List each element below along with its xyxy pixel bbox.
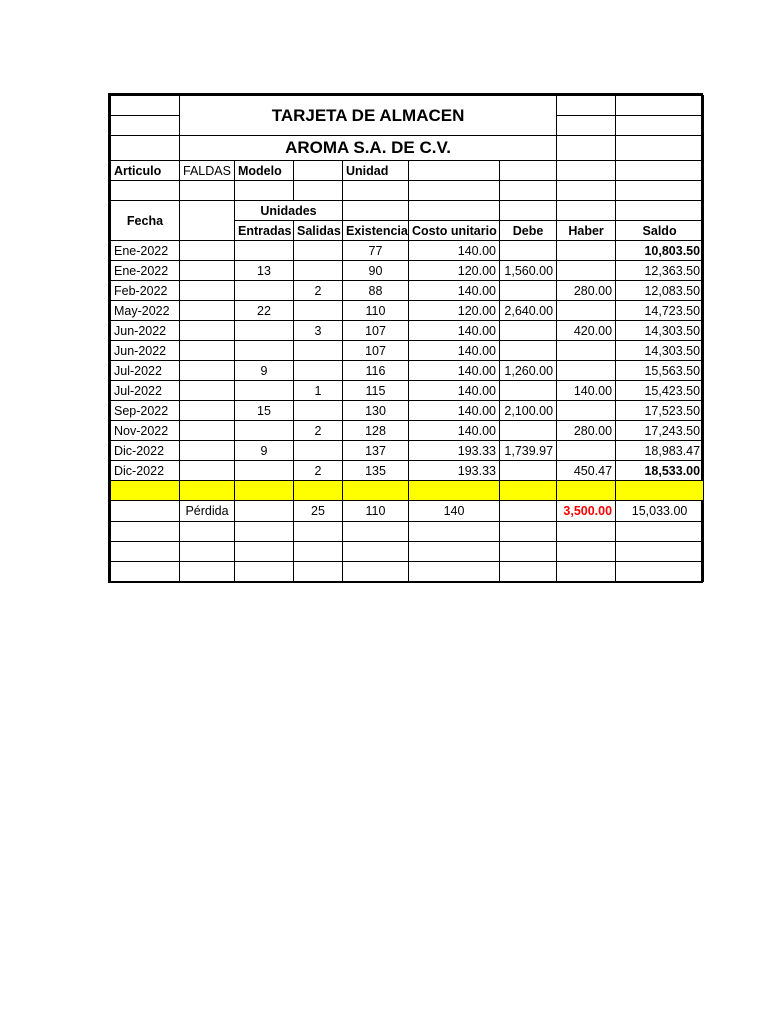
existencia-cell[interactable]: 115 — [343, 381, 409, 401]
cell[interactable] — [294, 522, 343, 542]
salidas-cell[interactable]: 3 — [294, 321, 343, 341]
cell[interactable] — [111, 481, 180, 501]
cell[interactable] — [111, 136, 180, 161]
entradas-cell[interactable] — [235, 281, 294, 301]
cell[interactable] — [616, 161, 704, 181]
table-row — [111, 281, 704, 301]
saldo-cell[interactable]: 14,723.50 — [616, 301, 704, 321]
cell[interactable] — [111, 181, 180, 201]
cell[interactable] — [180, 421, 235, 441]
haber-cell[interactable]: 420.00 — [557, 321, 616, 341]
cell[interactable] — [180, 481, 235, 501]
cell[interactable] — [616, 136, 704, 161]
table-row — [111, 381, 704, 401]
haber-cell[interactable] — [557, 401, 616, 421]
costo-cell[interactable]: 140.00 — [409, 321, 500, 341]
cell[interactable] — [616, 201, 704, 221]
existencia-cell[interactable]: 107 — [343, 321, 409, 341]
haber-cell[interactable] — [557, 361, 616, 381]
salidas-cell[interactable]: 2 — [294, 281, 343, 301]
table-row — [111, 361, 704, 381]
cell[interactable] — [616, 181, 704, 201]
saldo-cell[interactable]: 17,243.50 — [616, 421, 704, 441]
cell[interactable] — [500, 562, 557, 582]
articulo-value[interactable]: FALDAS — [180, 161, 235, 181]
saldo-header: Saldo — [616, 221, 704, 241]
perdida-salidas[interactable]: 25 — [294, 501, 343, 522]
cell[interactable] — [557, 161, 616, 181]
existencia-header: Existencia — [343, 221, 409, 241]
costo-cell[interactable]: 140.00 — [409, 241, 500, 261]
debe-cell[interactable] — [500, 341, 557, 361]
existencia-cell[interactable]: 90 — [343, 261, 409, 281]
debe-cell[interactable]: 2,640.00 — [500, 301, 557, 321]
cell[interactable] — [180, 241, 235, 261]
saldo-cell[interactable]: 14,303.50 — [616, 321, 704, 341]
cell[interactable] — [111, 542, 180, 562]
haber-cell[interactable] — [557, 301, 616, 321]
existencia-cell[interactable]: 128 — [343, 421, 409, 441]
cell[interactable] — [343, 522, 409, 542]
perdida-costo[interactable]: 140 — [409, 501, 500, 522]
perdida-haber[interactable]: 3,500.00 — [557, 501, 616, 522]
cell[interactable] — [235, 522, 294, 542]
entradas-cell[interactable]: 22 — [235, 301, 294, 321]
fecha-cell[interactable]: Jun-2022 — [111, 341, 180, 361]
cell[interactable] — [294, 562, 343, 582]
perdida-existencia[interactable]: 110 — [343, 501, 409, 522]
modelo-value[interactable] — [294, 161, 343, 181]
entradas-cell[interactable] — [235, 461, 294, 481]
cell[interactable] — [557, 136, 616, 161]
table-row — [111, 401, 704, 421]
cell[interactable] — [616, 562, 704, 582]
fecha-cell[interactable]: Feb-2022 — [111, 281, 180, 301]
debe-cell[interactable]: 1,560.00 — [500, 261, 557, 281]
entradas-cell[interactable]: 9 — [235, 441, 294, 461]
warehouse-card-sheet — [108, 93, 703, 583]
warehouse-card-table — [110, 95, 704, 582]
debe-cell[interactable] — [500, 421, 557, 441]
cell[interactable] — [294, 181, 343, 201]
cell[interactable] — [180, 441, 235, 461]
perdida-label[interactable]: Pérdida — [180, 501, 235, 522]
unidad-label: Unidad — [343, 161, 409, 181]
cell[interactable] — [343, 481, 409, 501]
salidas-cell[interactable]: 2 — [294, 421, 343, 441]
table-row — [111, 341, 704, 361]
cell[interactable] — [180, 341, 235, 361]
debe-cell[interactable] — [500, 461, 557, 481]
fecha-cell[interactable]: Sep-2022 — [111, 401, 180, 421]
salidas-header: Salidas — [294, 221, 343, 241]
salidas-cell[interactable] — [294, 261, 343, 281]
cell[interactable] — [409, 562, 500, 582]
costo-cell[interactable]: 120.00 — [409, 261, 500, 281]
costo-cell[interactable]: 140.00 — [409, 421, 500, 441]
saldo-cell[interactable]: 12,083.50 — [616, 281, 704, 301]
empty-row — [111, 562, 704, 582]
table-row — [111, 321, 704, 341]
cell[interactable] — [500, 481, 557, 501]
salidas-cell[interactable] — [294, 361, 343, 381]
saldo-cell[interactable]: 10,803.50 — [616, 241, 704, 261]
haber-cell[interactable] — [557, 261, 616, 281]
cell[interactable] — [111, 522, 180, 542]
cell[interactable] — [500, 161, 557, 181]
cell[interactable] — [616, 481, 704, 501]
cell[interactable] — [557, 116, 616, 136]
cell[interactable] — [500, 501, 557, 522]
cell[interactable] — [180, 261, 235, 281]
entradas-cell[interactable] — [235, 321, 294, 341]
cell[interactable] — [235, 562, 294, 582]
cell[interactable] — [180, 301, 235, 321]
salidas-cell[interactable] — [294, 301, 343, 321]
fecha-header: Fecha — [111, 201, 180, 241]
cell[interactable] — [557, 542, 616, 562]
salidas-cell[interactable] — [294, 341, 343, 361]
haber-cell[interactable]: 280.00 — [557, 421, 616, 441]
cell[interactable] — [343, 201, 409, 221]
cell[interactable] — [235, 542, 294, 562]
entradas-cell[interactable] — [235, 421, 294, 441]
saldo-cell[interactable]: 18,983.47 — [616, 441, 704, 461]
cell[interactable] — [180, 181, 235, 201]
table-row — [111, 441, 704, 461]
cell[interactable] — [557, 562, 616, 582]
debe-cell[interactable] — [500, 281, 557, 301]
debe-cell[interactable] — [500, 241, 557, 261]
cell[interactable] — [180, 562, 235, 582]
fecha-cell[interactable]: Jul-2022 — [111, 361, 180, 381]
cell[interactable] — [343, 181, 409, 201]
cell[interactable] — [180, 381, 235, 401]
costo-cell[interactable]: 193.33 — [409, 461, 500, 481]
table-row — [111, 421, 704, 441]
cell[interactable] — [180, 321, 235, 341]
salidas-cell[interactable] — [294, 401, 343, 421]
cell[interactable] — [180, 401, 235, 421]
existencia-cell[interactable]: 135 — [343, 461, 409, 481]
entradas-cell[interactable] — [235, 241, 294, 261]
empty-row — [111, 522, 704, 542]
haber-cell[interactable]: 280.00 — [557, 281, 616, 301]
debe-cell[interactable] — [500, 381, 557, 401]
cell[interactable] — [111, 96, 180, 116]
cell[interactable] — [557, 522, 616, 542]
cell[interactable] — [294, 481, 343, 501]
cell[interactable] — [180, 542, 235, 562]
cell[interactable] — [180, 522, 235, 542]
saldo-cell[interactable]: 18,533.00 — [616, 461, 704, 481]
costo-cell[interactable]: 140.00 — [409, 341, 500, 361]
perdida-saldo[interactable]: 15,033.00 — [616, 501, 704, 522]
entradas-cell[interactable] — [235, 341, 294, 361]
cell[interactable] — [180, 201, 235, 241]
cell[interactable] — [409, 481, 500, 501]
fecha-cell[interactable]: Jul-2022 — [111, 381, 180, 401]
fecha-cell[interactable]: Ene-2022 — [111, 261, 180, 281]
cell[interactable] — [343, 562, 409, 582]
existencia-cell[interactable]: 130 — [343, 401, 409, 421]
existencia-cell[interactable]: 110 — [343, 301, 409, 321]
costo-cell[interactable]: 140.00 — [409, 361, 500, 381]
haber-cell[interactable]: 140.00 — [557, 381, 616, 401]
costo-header: Costo unitario — [409, 221, 500, 241]
cell[interactable] — [111, 562, 180, 582]
cell[interactable] — [409, 161, 500, 181]
cell[interactable] — [409, 181, 500, 201]
cell[interactable] — [500, 201, 557, 221]
existencia-cell[interactable]: 77 — [343, 241, 409, 261]
costo-cell[interactable]: 140.00 — [409, 381, 500, 401]
existencia-cell[interactable]: 137 — [343, 441, 409, 461]
fecha-cell[interactable]: Ene-2022 — [111, 241, 180, 261]
empty-row — [111, 542, 704, 562]
cell[interactable] — [409, 201, 500, 221]
entradas-cell[interactable]: 15 — [235, 401, 294, 421]
cell[interactable] — [500, 181, 557, 201]
haber-cell[interactable] — [557, 241, 616, 261]
debe-cell[interactable] — [500, 321, 557, 341]
saldo-cell[interactable]: 12,363.50 — [616, 261, 704, 281]
cell[interactable] — [343, 542, 409, 562]
cell[interactable] — [294, 542, 343, 562]
saldo-cell[interactable]: 17,523.50 — [616, 401, 704, 421]
entradas-cell[interactable]: 13 — [235, 261, 294, 281]
cell[interactable] — [557, 201, 616, 221]
cell[interactable] — [557, 96, 616, 116]
cell[interactable] — [111, 501, 180, 522]
haber-header: Haber — [557, 221, 616, 241]
debe-header: Debe — [500, 221, 557, 241]
fecha-cell[interactable]: Dic-2022 — [111, 441, 180, 461]
fecha-cell[interactable]: Jun-2022 — [111, 321, 180, 341]
cell[interactable] — [180, 281, 235, 301]
entradas-cell[interactable] — [235, 381, 294, 401]
costo-cell[interactable]: 193.33 — [409, 441, 500, 461]
fecha-cell[interactable]: Dic-2022 — [111, 461, 180, 481]
saldo-cell[interactable]: 15,423.50 — [616, 381, 704, 401]
card-title: TARJETA DE ALMACEN — [180, 96, 557, 136]
costo-cell[interactable]: 120.00 — [409, 301, 500, 321]
salidas-cell[interactable] — [294, 441, 343, 461]
salidas-cell[interactable]: 1 — [294, 381, 343, 401]
cell[interactable] — [180, 461, 235, 481]
debe-cell[interactable]: 1,260.00 — [500, 361, 557, 381]
perdida-row — [111, 501, 704, 522]
existencia-cell[interactable]: 107 — [343, 341, 409, 361]
unidades-header: Unidades — [235, 201, 343, 221]
debe-cell[interactable]: 2,100.00 — [500, 401, 557, 421]
salidas-cell[interactable]: 2 — [294, 461, 343, 481]
fecha-cell[interactable]: May-2022 — [111, 301, 180, 321]
salidas-cell[interactable] — [294, 241, 343, 261]
cell[interactable] — [616, 542, 704, 562]
cell[interactable] — [409, 522, 500, 542]
cell[interactable] — [500, 522, 557, 542]
entradas-header: Entradas — [235, 221, 294, 241]
cell[interactable] — [409, 542, 500, 562]
cell[interactable] — [616, 96, 704, 116]
saldo-cell[interactable]: 14,303.50 — [616, 341, 704, 361]
modelo-label: Modelo — [235, 161, 294, 181]
entradas-cell[interactable]: 9 — [235, 361, 294, 381]
cell[interactable] — [235, 501, 294, 522]
haber-cell[interactable] — [557, 441, 616, 461]
table-row — [111, 261, 704, 281]
cell[interactable] — [111, 116, 180, 136]
cell[interactable] — [180, 361, 235, 381]
fecha-cell[interactable]: Nov-2022 — [111, 421, 180, 441]
costo-cell[interactable]: 140.00 — [409, 401, 500, 421]
saldo-cell[interactable]: 15,563.50 — [616, 361, 704, 381]
cell[interactable] — [235, 481, 294, 501]
table-row — [111, 241, 704, 261]
cell[interactable] — [500, 542, 557, 562]
cell[interactable] — [557, 481, 616, 501]
existencia-cell[interactable]: 88 — [343, 281, 409, 301]
articulo-label: Articulo — [111, 161, 180, 181]
table-row — [111, 301, 704, 321]
cell[interactable] — [616, 522, 704, 542]
company-name: AROMA S.A. DE C.V. — [180, 136, 557, 161]
cell[interactable] — [616, 116, 704, 136]
cell[interactable] — [235, 181, 294, 201]
table-row — [111, 461, 704, 481]
cell[interactable] — [557, 181, 616, 201]
existencia-cell[interactable]: 116 — [343, 361, 409, 381]
haber-cell[interactable] — [557, 341, 616, 361]
highlight-row — [111, 481, 704, 501]
debe-cell[interactable]: 1,739.97 — [500, 441, 557, 461]
haber-cell[interactable]: 450.47 — [557, 461, 616, 481]
costo-cell[interactable]: 140.00 — [409, 281, 500, 301]
